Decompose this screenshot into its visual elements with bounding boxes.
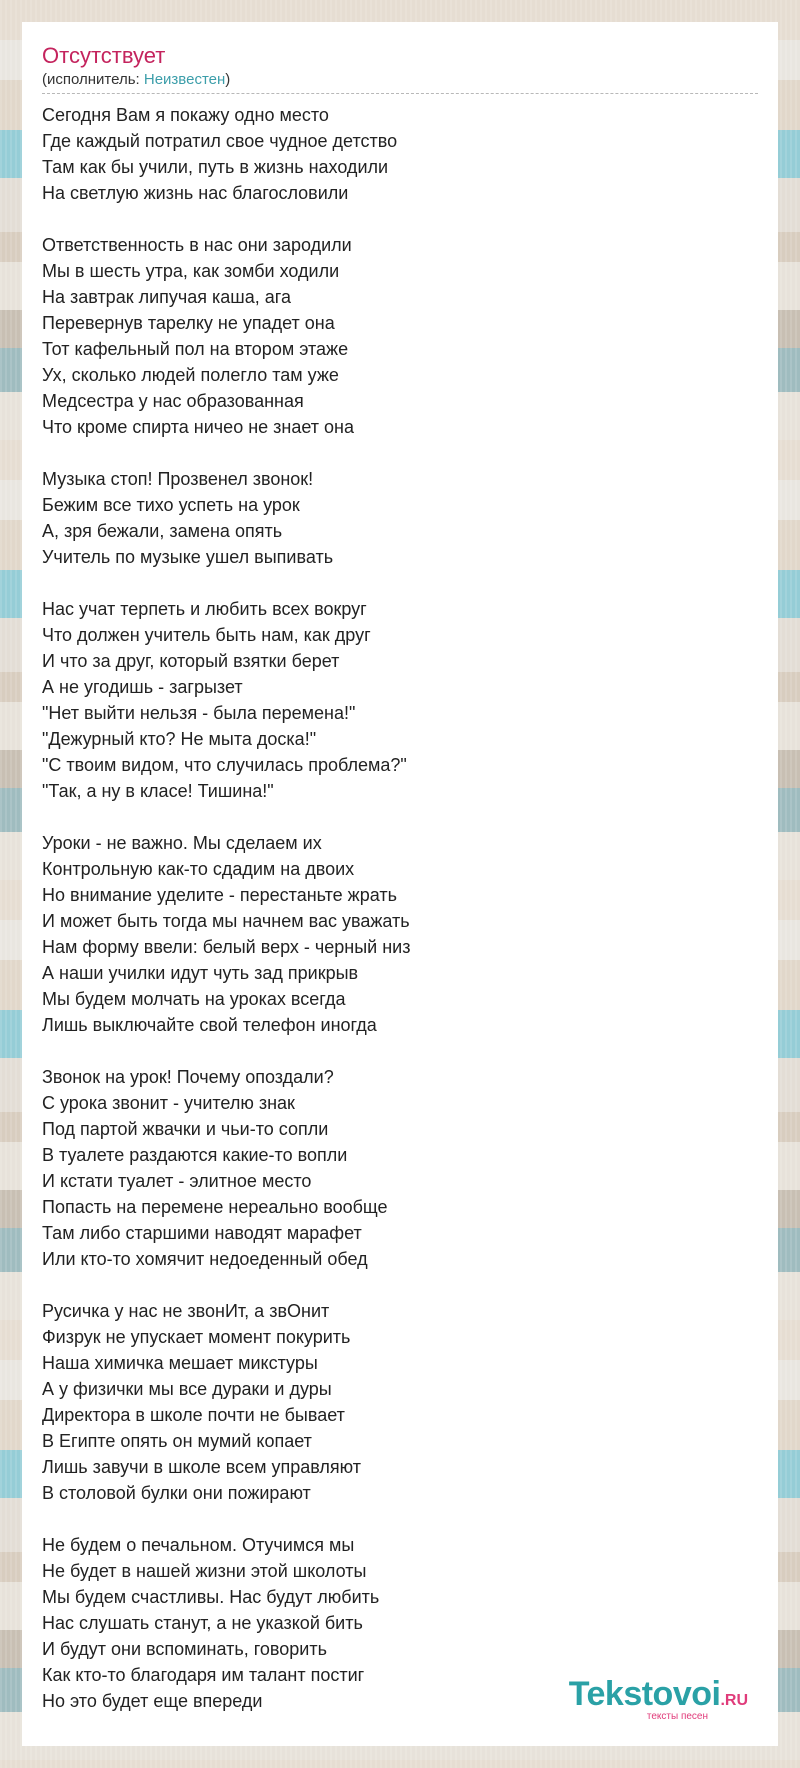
stanza-gap [42,206,758,232]
lyric-line: Ответственность в нас они зародили [42,235,352,255]
lyric-line: Бежим все тихо успеть на урок [42,495,300,515]
lyric-line: "Нет выйти нельзя - была перемена!" [42,703,356,723]
lyric-line: Что кроме спирта ничео не знает она [42,417,354,437]
lyric-line: В туалете раздаются какие-то вопли [42,1145,348,1165]
lyric-line: Или кто-то хомячит недоеденный обед [42,1249,368,1269]
logo-domain: .RU [720,1692,748,1709]
lyric-line: С урока звонит - учителю знак [42,1093,295,1113]
lyric-line: И может быть тогда мы начнем вас уважать [42,911,410,931]
lyric-line: Нам форму ввели: белый верх - черный низ [42,937,411,957]
song-title: Отсутствует [42,43,166,68]
lyric-line: Но внимание уделите - перестаньте жрать [42,885,397,905]
lyric-line: В столовой булки они пожирают [42,1483,311,1503]
lyric-line: Физрук не упускает момент покурить [42,1327,351,1347]
lyric-line: Нас учат терпеть и любить всех вокруг [42,599,367,619]
stanza-gap [42,1272,758,1298]
lyric-line: Где каждый потратил свое чудное детство [42,131,398,151]
lyric-line: Уроки - не важно. Мы сделаем их [42,833,322,853]
lyric-line: Что должен учитель быть нам, как друг [42,625,371,645]
lyric-line: Наша химичка мешает микстуры [42,1353,318,1373]
artist-link[interactable]: Неизвестен [143,71,226,88]
lyric-line: И что за друг, который взятки берет [42,651,340,671]
lyric-line: А не угодишь - загрызет [42,677,243,697]
lyric-line: Русичка у нас не звонИт, а звОнит [42,1301,330,1321]
lyric-line: Тот кафельный пол на втором этаже [42,339,349,359]
lyric-line: Мы в шесть утра, как зомби ходили [42,261,340,281]
stanza-gap [42,1038,758,1064]
lyric-line: Лишь завучи в школе всем управляют [42,1457,362,1477]
lyric-line: Учитель по музыке ушел выпивать [42,547,334,567]
lyric-line: На светлую жизнь нас благословили [42,183,349,203]
lyric-line: А наши училки идут чуть зад прикрыв [42,963,359,983]
logo-wordmark: Tekstovoi [568,1675,721,1713]
stanza-gap [42,1506,758,1532]
lyric-line: "Дежурный кто? Не мыта доска!" [42,729,317,749]
lyric-line: Ух, сколько людей полегло там уже [42,365,339,385]
lyric-line: "Так, а ну в класе! Тишина!" [42,781,274,801]
lyric-line: Мы будем счастливы. Нас будут любить [42,1587,380,1607]
lyric-line: Мы будем молчать на уроках всегда [42,989,346,1009]
lyric-line: В Египте опять он мумий копает [42,1431,312,1451]
artist-line [42,70,758,94]
lyric-line: Перевернув тарелку не упадет она [42,313,335,333]
stanza-gap [42,440,758,466]
lyric-line: Попасть на перемене нереально вообще [42,1197,388,1217]
logo-tagline: тексты песен [646,1711,708,1722]
lyrics-text [42,102,758,1714]
lyric-line: Нас слушать станут, а не указкой бить [42,1613,363,1633]
lyric-line: А, зря бежали, замена опять [42,521,283,541]
lyric-line: Медсестра у нас образованная [42,391,304,411]
lyrics-card [22,22,778,1746]
lyric-line: Музыка стоп! Прозвенел звонок! [42,469,314,489]
lyric-line: Как кто-то благодаря им талант постиг [42,1665,365,1685]
lyric-line: На завтрак липучая каша, ага [42,287,291,307]
lyric-line: Звонок на урок! Почему опоздали? [42,1067,334,1087]
lyric-line: Там как бы учили, путь в жизнь находили [42,157,389,177]
lyric-line: Контрольную как-то сдадим на двоих [42,859,355,879]
lyric-line: И будут они вспоминать, говорить [42,1639,327,1659]
artist-prefix: (исполнитель: [42,71,144,88]
lyric-line: Не будем о печальном. Отучимся мы [42,1535,355,1555]
lyric-line: Лишь выключайте свой телефон иногда [42,1015,377,1035]
lyric-line: Директора в школе почти не бывает [42,1405,345,1425]
stanza-gap [42,570,758,596]
lyric-line: Сегодня Вам я покажу одно место [42,105,329,125]
lyric-line: Под партой жвачки и чьи-то сопли [42,1119,329,1139]
site-logo[interactable] [569,1677,748,1722]
lyric-line: "С твоим видом, что случилась проблема?" [42,755,407,775]
lyric-line: И кстати туалет - элитное место [42,1171,312,1191]
lyric-line: Не будет в нашей жизни этой школоты [42,1561,367,1581]
stanza-gap [42,804,758,830]
lyric-line: А у физички мы все дураки и дуры [42,1379,332,1399]
lyric-line: Там либо старшими наводят марафет [42,1223,362,1243]
lyric-line: Но это будет еще впереди [42,1691,263,1711]
artist-suffix: ) [225,71,231,88]
